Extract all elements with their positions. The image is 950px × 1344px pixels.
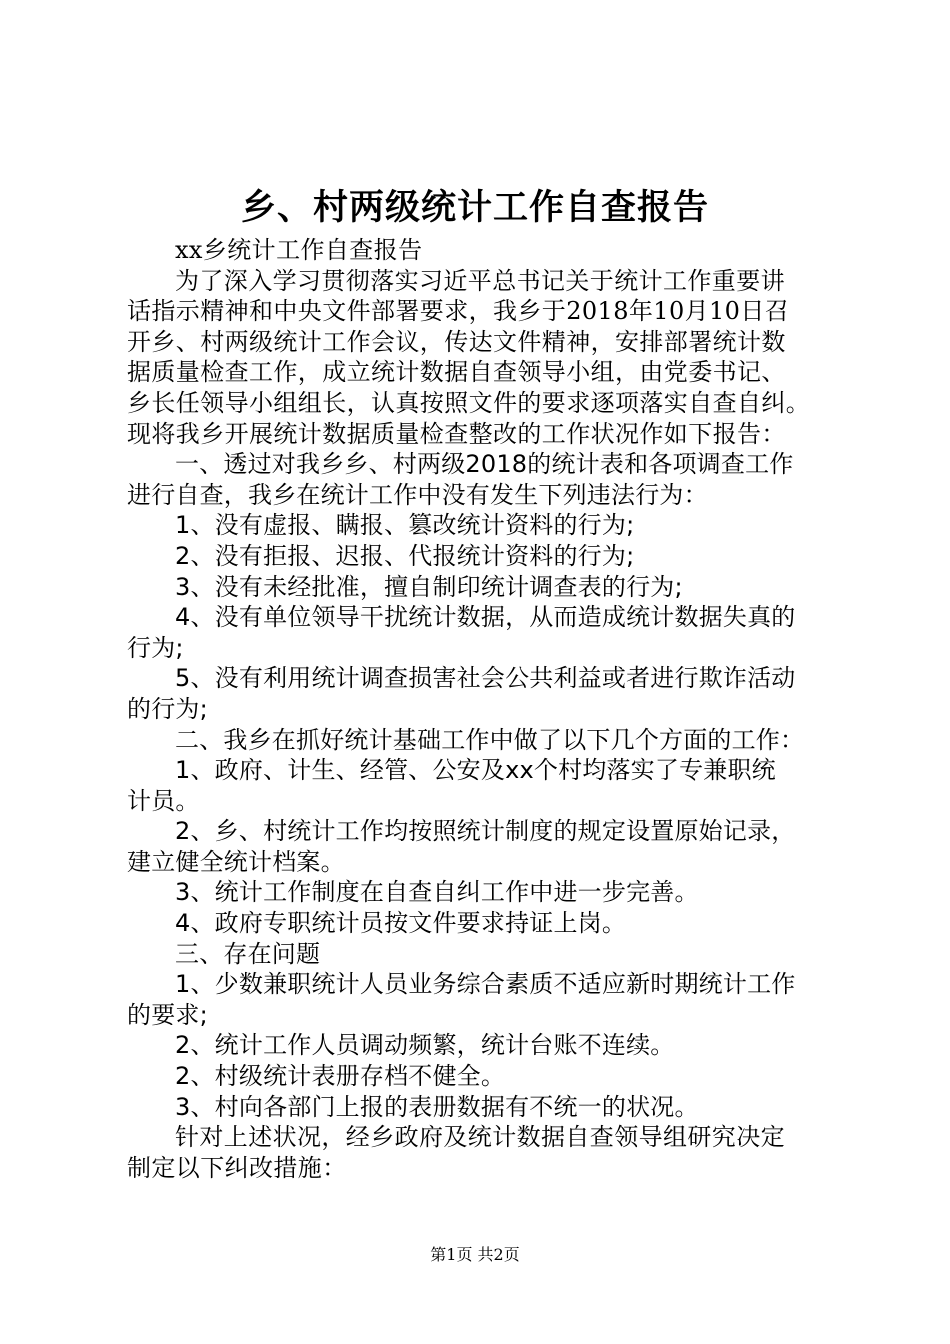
list-item-line: 3、统计工作制度在自查自纠工作中进一步完善。 [175, 878, 699, 907]
body-line: 据质量检查工作，成立统计数据自查领导小组，由党委书记、 [127, 358, 786, 387]
page-number-footer: 第1页 共2页 [430, 1245, 520, 1264]
list-item-line: 行为; [127, 633, 184, 662]
section-heading-line: 一、透过对我乡乡、村两级2018的统计表和各项调查工作 [175, 450, 794, 479]
list-item-line: 的要求; [127, 1000, 208, 1029]
list-item-line: 2、村级统计表册存档不健全。 [175, 1062, 506, 1091]
list-item-line: 2、统计工作人员调动频繁，统计台账不连续。 [175, 1031, 675, 1060]
body-line: 话指示精神和中央文件部署要求，我乡于2018年10月10日召 [127, 297, 790, 326]
list-item-line: 3、没有未经批准，擅自制印统计调查表的行为; [175, 572, 683, 601]
body-line: 现将我乡开展统计数据质量检查整改的工作状况作如下报告： [127, 419, 786, 448]
section-heading-line: 二、我乡在抓好统计基础工作中做了以下几个方面的工作： [175, 725, 805, 754]
list-item-line: 建立健全统计档案。 [127, 847, 345, 876]
body-line: 为了深入学习贯彻落实习近平总书记关于统计工作重要讲 [175, 266, 785, 295]
body-line: 乡长任领导小组组长，认真按照文件的要求逐项落实自查自纠。 [127, 388, 811, 417]
body-line: 进行自查，我乡在统计工作中没有发生下列违法行为： [127, 480, 708, 509]
document-title: 乡、村两级统计工作自查报告 [240, 188, 709, 228]
body-line: 制定以下纠改措施： [127, 1153, 347, 1182]
list-item-line: 2、乡、村统计工作均按照统计制度的规定设置原始记录， [175, 817, 796, 846]
list-item-line: 4、没有单位领导干扰统计数据，从而造成统计数据失真的 [175, 603, 796, 632]
list-item-line: 4、政府专职统计员按文件要求持证上岗。 [175, 909, 627, 938]
list-item-line: 的行为; [127, 694, 208, 723]
list-item-line: 5、没有利用统计调查损害社会公共利益或者进行欺诈活动 [175, 664, 796, 693]
list-item-line: 3、村向各部门上报的表册数据有不统一的状况。 [175, 1092, 699, 1121]
list-item-line: 2、没有拒报、迟报、代报统计资料的行为; [175, 541, 635, 570]
list-item-line: 1、政府、计生、经管、公安及xx个村均落实了专兼职统 [175, 756, 776, 785]
body-line: 针对上述状况，经乡政府及统计数据自查领导组研究决定 [175, 1123, 785, 1152]
list-item-line: 计员。 [127, 786, 200, 815]
list-item-line: 1、没有虚报、瞒报、篡改统计资料的行为; [175, 511, 635, 540]
body-line: 开乡、村两级统计工作会议，传达文件精神，安排部署统计数 [127, 327, 786, 356]
subtitle-line: xx乡统计工作自查报告 [175, 236, 423, 264]
section-heading-line: 三、存在问题 [175, 939, 321, 968]
list-item-line: 1、少数兼职统计人员业务综合素质不适应新时期统计工作 [175, 970, 796, 999]
document-body [127, 235, 827, 1183]
